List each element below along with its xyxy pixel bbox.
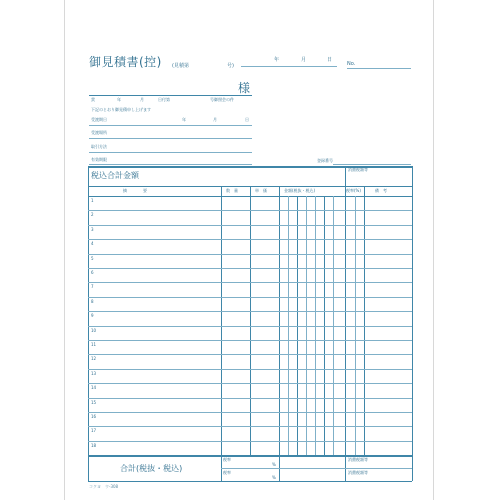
col-quantity: 数 量 — [226, 188, 238, 193]
row-number: 2 — [91, 212, 94, 217]
recipient-underline — [89, 95, 252, 96]
tax-inclusive-total-label: 税込合計金額 — [91, 171, 139, 180]
header-no-underline — [347, 68, 411, 69]
row-number: 17 — [91, 428, 97, 433]
row-number: 13 — [91, 371, 97, 376]
row-number: 6 — [91, 270, 94, 275]
row-number: 11 — [91, 342, 97, 347]
row-number: 9 — [91, 313, 94, 318]
delivery-date-label: 受渡期日 — [91, 117, 107, 122]
footer-pct-2: % — [272, 475, 276, 480]
reg-no-label: 登録番号 — [317, 158, 333, 163]
grand-total-label: 合計(税抜・税込) — [120, 464, 183, 473]
footer-rate-label-1: 税率 — [223, 457, 231, 462]
header-date-underline — [241, 66, 337, 67]
delivery-year: 年 — [182, 117, 186, 122]
delivery-day: 日 — [245, 117, 249, 122]
row-number: 8 — [91, 299, 94, 304]
reg-no-underline — [333, 164, 411, 165]
table-row-line — [88, 254, 412, 255]
footer-bottom-rule — [88, 481, 412, 482]
summary-divider — [345, 166, 346, 186]
row-number: 4 — [91, 241, 94, 246]
table-row-line — [88, 354, 412, 355]
col-description: 摘 要 — [123, 188, 147, 193]
row-number: 12 — [91, 356, 97, 361]
payment-label: 取引方法 — [91, 144, 107, 149]
col-sep-unit — [279, 186, 280, 481]
table-row-line — [88, 210, 412, 211]
estimate-form-sheet — [64, 0, 434, 500]
table-row-line — [88, 441, 412, 442]
summary-tax-label: 消費税額等 — [348, 167, 368, 172]
col-sep-amount — [345, 186, 346, 481]
row-number: 16 — [91, 414, 97, 419]
table-row-line — [88, 412, 412, 413]
info-year: 年 — [117, 97, 121, 102]
row-number: 3 — [91, 227, 94, 232]
header-day-label: 日 — [327, 57, 333, 63]
col-tax-rate: 税率(%) — [346, 188, 361, 193]
col-amount: 金額(税抜・税込) — [284, 188, 316, 193]
header-year-label: 年 — [274, 57, 280, 63]
table-row-line — [88, 297, 412, 298]
delivery-date-underline — [89, 125, 252, 126]
delivery-place-underline — [89, 138, 252, 139]
col-sep-rate — [364, 186, 365, 455]
table-left-border — [88, 166, 89, 481]
info-month: 月 — [140, 97, 144, 102]
table-row-line — [88, 340, 412, 341]
table-row-line — [88, 268, 412, 269]
table-right-border — [412, 166, 413, 481]
row-number: 7 — [91, 284, 94, 289]
table-row-line — [88, 311, 412, 312]
row-number: 14 — [91, 385, 97, 390]
col-sep-description — [221, 186, 222, 481]
footer-rate-label-2: 税率 — [223, 470, 231, 475]
estimate-ref-open: (見積第 — [172, 63, 189, 69]
header-month-label: 月 — [301, 57, 307, 63]
form-code: コクヨ ウ-308 — [89, 484, 119, 489]
table-row-line — [88, 383, 412, 384]
row-number: 15 — [91, 400, 97, 405]
form-title: 御見積書(控) — [89, 55, 162, 69]
row-number: 5 — [91, 256, 94, 261]
table-row-line — [88, 426, 412, 427]
info-day-no: 日付第 — [158, 97, 170, 102]
table-row-line — [88, 326, 412, 327]
validity-underline — [89, 164, 252, 165]
delivery-place-label: 受渡場所 — [91, 130, 107, 135]
validity-label: 有効期限 — [91, 157, 107, 162]
payment-underline — [89, 152, 252, 153]
info-inquiry: 号御照会の件 — [210, 97, 234, 102]
footer-tax-label-2: 消費税額等 — [348, 470, 368, 475]
row-number: 10 — [91, 328, 97, 333]
table-row-line — [88, 369, 412, 370]
table-row-line — [88, 282, 412, 283]
estimate-ref-close: 号) — [227, 63, 234, 69]
table-row-line — [88, 225, 412, 226]
col-sep-quantity — [250, 186, 251, 455]
info-ki: 貴 — [91, 97, 95, 102]
recipient-sama: 様 — [238, 81, 251, 95]
footer-mid-rule — [221, 468, 412, 469]
table-row-line — [88, 398, 412, 399]
col-unit-price: 単 価 — [255, 188, 267, 193]
info-statement: 下記のとおり御見積申し上げます — [91, 107, 151, 112]
row-number: 1 — [91, 198, 94, 203]
table-row-line — [88, 239, 412, 240]
delivery-month: 月 — [213, 117, 217, 122]
row-number: 18 — [91, 443, 97, 448]
footer-pct-1: % — [272, 462, 276, 467]
header-no-label: No. — [347, 61, 356, 67]
footer-tax-label-1: 消費税額等 — [348, 457, 368, 462]
col-remarks: 備 考 — [375, 188, 387, 193]
